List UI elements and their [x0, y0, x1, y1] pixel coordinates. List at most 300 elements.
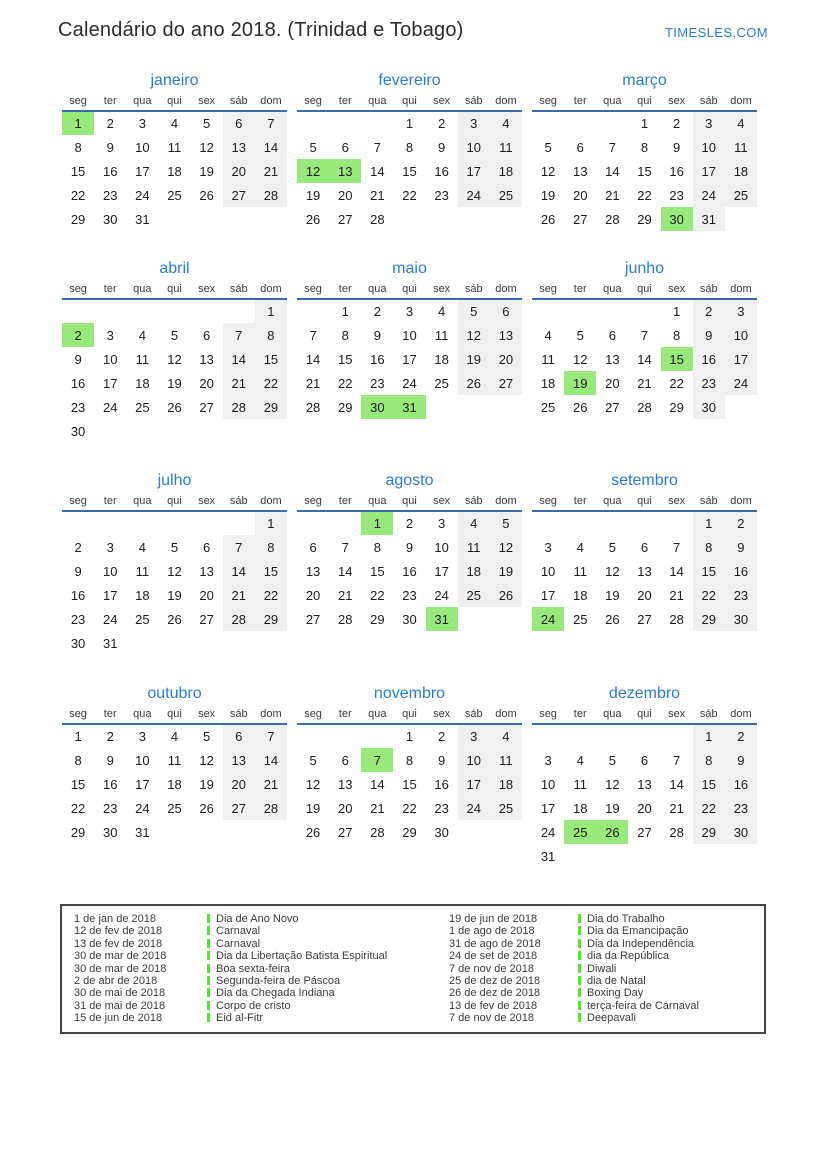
- day-cell: 3: [138, 116, 146, 131]
- day-cell: 26: [490, 583, 522, 607]
- day-cell: 31: [393, 395, 425, 419]
- empty-cell: [94, 299, 126, 323]
- weekday-label: sáb: [693, 495, 725, 511]
- day-cell: 12: [572, 351, 588, 367]
- weekday-label: seg: [532, 708, 564, 724]
- empty-cell: [693, 844, 725, 868]
- legend-date: 12 de fev de 2018: [74, 925, 163, 938]
- weekday-label: qui: [393, 95, 425, 111]
- legend-date: 7 de nov de 2018: [449, 962, 535, 975]
- empty-cell: [223, 511, 255, 535]
- day-cell: 2: [438, 116, 446, 131]
- day-cell: 19: [167, 587, 182, 603]
- day-cell: 15: [370, 563, 385, 579]
- weekday-label: sex: [426, 708, 458, 724]
- day-cell: 10: [693, 135, 725, 159]
- day-cell: 16: [102, 776, 118, 792]
- month-table: [532, 495, 757, 631]
- day-cell: 17: [135, 776, 150, 792]
- empty-cell: [596, 299, 628, 323]
- empty-cell: [158, 419, 190, 443]
- day-cell: 28: [255, 183, 287, 207]
- weekday-label: qui: [158, 708, 190, 724]
- day-cell: 25: [564, 820, 596, 844]
- day-cell: 12: [305, 776, 321, 792]
- day-cell: 13: [490, 323, 522, 347]
- day-cell: 21: [337, 587, 353, 603]
- day-cell: 3: [458, 724, 490, 748]
- day-cell: 24: [458, 183, 490, 207]
- legend-date: 30 de mar de 2018: [74, 950, 167, 963]
- empty-cell: [223, 299, 255, 323]
- empty-cell: [490, 395, 522, 419]
- legend-holiday: [578, 950, 764, 962]
- empty-cell: [158, 820, 190, 844]
- day-cell: 1: [640, 116, 649, 131]
- day-cell: 4: [490, 724, 522, 748]
- day-cell: 26: [199, 800, 214, 816]
- day-cell: 2: [74, 539, 82, 555]
- weekday-label: ter: [94, 283, 126, 299]
- day-cell: 12: [167, 563, 182, 579]
- day-cell: 11: [573, 563, 587, 579]
- month-title: novembro: [373, 685, 446, 702]
- day-cell: 5: [608, 539, 616, 555]
- day-cell: 8: [693, 535, 725, 559]
- weekday-label: qui: [628, 95, 660, 111]
- empty-cell: [329, 724, 361, 748]
- weekday-label: seg: [532, 283, 564, 299]
- day-cell: 5: [576, 327, 584, 343]
- month-table: [297, 95, 522, 231]
- day-cell: 10: [402, 327, 417, 343]
- day-cell: 16: [402, 563, 417, 579]
- day-cell: 11: [135, 563, 150, 579]
- weekday-label: sáb: [458, 283, 490, 299]
- legend-date: 13 de fev de 2018: [449, 999, 538, 1012]
- day-cell: 22: [70, 800, 86, 816]
- day-cell: 27: [337, 211, 353, 227]
- weekday-label: sáb: [458, 708, 490, 724]
- weekday-label: ter: [94, 708, 126, 724]
- day-cell: 11: [725, 135, 757, 159]
- day-cell: 4: [170, 729, 179, 744]
- month-title: setembro: [611, 472, 678, 489]
- day-cell: 13: [199, 351, 214, 367]
- day-cell: 1: [255, 299, 287, 323]
- day-cell: 26: [305, 211, 321, 227]
- day-cell: 19: [605, 587, 620, 603]
- empty-cell: [596, 111, 628, 135]
- day-cell: 10: [434, 539, 449, 555]
- legend-holiday: [578, 1000, 764, 1012]
- holiday-tick-icon: [207, 914, 210, 923]
- day-cell: 30: [725, 607, 757, 631]
- weekday-label: qua: [126, 283, 158, 299]
- day-cell: 13: [223, 748, 255, 772]
- day-cell: 8: [341, 327, 349, 343]
- weekday-label: qua: [126, 95, 158, 111]
- day-cell: 11: [167, 752, 182, 768]
- legend-date: 15 de jun de 2018: [74, 1012, 163, 1025]
- empty-cell: [223, 419, 255, 443]
- day-cell: 19: [167, 375, 182, 391]
- day-cell: 3: [544, 539, 552, 555]
- day-cell: 3: [106, 327, 114, 343]
- day-cell: 1: [693, 511, 725, 535]
- weekday-label: qui: [158, 495, 190, 511]
- empty-cell: [158, 511, 190, 535]
- legend-holiday-name: Boxing Day: [587, 987, 644, 1000]
- day-cell: 28: [370, 824, 385, 840]
- weekday-label: sex: [661, 95, 693, 111]
- day-cell: 24: [135, 800, 150, 816]
- legend-holiday-name: Dia da Independência: [587, 937, 695, 950]
- weekday-label: dom: [490, 95, 522, 111]
- month-table: [532, 283, 757, 419]
- day-cell: 2: [62, 323, 94, 347]
- empty-cell: [393, 207, 425, 231]
- weekday-label: seg: [62, 95, 94, 111]
- day-cell: 17: [725, 347, 757, 371]
- day-cell: 5: [458, 299, 490, 323]
- empty-cell: [94, 419, 126, 443]
- day-cell: 28: [223, 607, 255, 631]
- day-cell: 28: [605, 211, 620, 227]
- day-cell: 22: [402, 187, 417, 203]
- empty-cell: [158, 631, 190, 655]
- weekday-label: ter: [564, 495, 596, 511]
- day-cell: 27: [305, 611, 321, 627]
- day-cell: 19: [305, 800, 321, 816]
- day-cell: 25: [490, 796, 522, 820]
- legend-date: 24 de set de 2018: [449, 950, 538, 963]
- day-cell: 22: [637, 187, 652, 203]
- month-outubro: [62, 684, 287, 884]
- weekday-label: seg: [62, 708, 94, 724]
- day-cell: 16: [725, 772, 757, 796]
- day-cell: 13: [329, 159, 361, 183]
- day-cell: 4: [138, 539, 146, 555]
- day-cell: 18: [458, 559, 490, 583]
- legend-date: 25 de dez de 2018: [449, 975, 541, 988]
- page-title: Calendário do ano 2018. (Trinidad e Tobago): [58, 19, 464, 41]
- day-cell: 24: [135, 187, 150, 203]
- empty-cell: [596, 724, 628, 748]
- weekday-label: sáb: [223, 95, 255, 111]
- day-cell: 26: [572, 399, 588, 415]
- day-cell: 24: [102, 399, 118, 415]
- empty-cell: [297, 724, 329, 748]
- holiday-tick-icon: [578, 964, 581, 973]
- day-cell: 23: [102, 187, 118, 203]
- legend-holiday-name: Boa sexta-feira: [216, 962, 290, 975]
- holiday-tick-icon: [207, 1013, 210, 1022]
- day-cell: 15: [402, 776, 417, 792]
- day-cell: 2: [106, 729, 114, 744]
- day-cell: 28: [370, 211, 385, 227]
- weekday-label: sex: [191, 95, 223, 111]
- day-cell: 26: [605, 611, 620, 627]
- day-cell: 8: [693, 748, 725, 772]
- empty-cell: [490, 607, 522, 631]
- day-cell: 14: [637, 351, 652, 367]
- holiday-tick-icon: [578, 1013, 581, 1022]
- empty-cell: [725, 207, 757, 231]
- legend-holiday: [578, 938, 764, 950]
- legend-date: 1 de ago de 2018: [449, 925, 535, 938]
- weekday-label: ter: [564, 708, 596, 724]
- legend-holiday-name: Dia da Libertação Batista Espiritual: [216, 950, 388, 963]
- day-cell: 23: [669, 187, 684, 203]
- weekday-label: sáb: [458, 95, 490, 111]
- day-cell: 13: [337, 776, 353, 792]
- day-cell: 18: [490, 159, 522, 183]
- day-cell: 18: [572, 587, 588, 603]
- day-cell: 9: [438, 752, 446, 768]
- legend-date: 1 de jan de 2018: [74, 913, 156, 925]
- day-cell: 2: [438, 729, 446, 744]
- day-cell: 17: [693, 159, 725, 183]
- day-cell: 5: [203, 729, 211, 744]
- day-cell: 26: [305, 824, 321, 840]
- empty-cell: [661, 724, 693, 748]
- day-cell: 21: [370, 187, 385, 203]
- empty-cell: [191, 419, 223, 443]
- empty-cell: [223, 820, 255, 844]
- empty-cell: [126, 299, 158, 323]
- weekday-label: sáb: [223, 495, 255, 511]
- day-cell: 28: [669, 611, 684, 627]
- day-cell: 23: [725, 796, 757, 820]
- month-dezembro: [532, 684, 757, 884]
- empty-cell: [564, 844, 596, 868]
- day-cell: 14: [370, 776, 385, 792]
- legend-holiday: [578, 975, 764, 987]
- day-cell: 12: [199, 139, 214, 155]
- month-table: [297, 495, 522, 631]
- day-cell: 27: [605, 399, 620, 415]
- legend-date: 31 de ago de 2018: [449, 937, 541, 950]
- legend-holiday-name: Carnaval: [216, 925, 261, 938]
- day-cell: 6: [309, 539, 317, 555]
- weekday-label: sex: [191, 495, 223, 511]
- empty-cell: [126, 631, 158, 655]
- day-cell: 19: [458, 347, 490, 371]
- day-cell: 7: [341, 539, 349, 555]
- day-cell: 28: [223, 395, 255, 419]
- day-cell: 26: [596, 820, 628, 844]
- day-cell: 16: [434, 776, 449, 792]
- day-cell: 21: [370, 800, 385, 816]
- day-cell: 12: [605, 776, 620, 792]
- day-cell: 20: [305, 587, 321, 603]
- day-cell: 19: [305, 187, 321, 203]
- day-cell: 17: [540, 800, 556, 816]
- weekday-label: qui: [158, 283, 190, 299]
- weekday-label: dom: [255, 95, 287, 111]
- day-cell: 12: [540, 163, 556, 179]
- day-cell: 24: [693, 183, 725, 207]
- month-title: março: [622, 72, 667, 89]
- empty-cell: [126, 419, 158, 443]
- day-cell: 8: [373, 539, 381, 555]
- day-cell: 20: [572, 187, 588, 203]
- day-cell: 6: [608, 327, 616, 343]
- empty-cell: [532, 724, 564, 748]
- weekday-label: dom: [255, 283, 287, 299]
- day-cell: 22: [70, 187, 86, 203]
- day-cell: 29: [70, 211, 86, 227]
- empty-cell: [661, 844, 693, 868]
- day-cell: 22: [402, 800, 417, 816]
- holiday-tick-icon: [207, 1001, 210, 1010]
- month-novembro: [297, 684, 522, 884]
- empty-cell: [596, 511, 628, 535]
- day-cell: 4: [725, 111, 757, 135]
- weekday-label: ter: [329, 495, 361, 511]
- day-cell: 19: [199, 776, 214, 792]
- day-cell: 9: [725, 535, 757, 559]
- empty-cell: [532, 511, 564, 535]
- empty-cell: [426, 207, 458, 231]
- day-cell: 6: [341, 752, 349, 768]
- empty-cell: [532, 299, 564, 323]
- weekday-label: seg: [297, 708, 329, 724]
- day-cell: 27: [223, 796, 255, 820]
- day-cell: 21: [669, 587, 684, 603]
- weekday-label: dom: [490, 495, 522, 511]
- day-cell: 23: [434, 187, 449, 203]
- day-cell: 9: [74, 351, 82, 367]
- day-cell: 29: [370, 611, 385, 627]
- legend-holiday: [578, 987, 764, 999]
- legend-holiday: [578, 1012, 764, 1024]
- day-cell: 29: [693, 607, 725, 631]
- month-setembro: [532, 471, 757, 684]
- day-cell: 18: [725, 159, 757, 183]
- day-cell: 15: [70, 163, 86, 179]
- day-cell: 15: [637, 163, 652, 179]
- day-cell: 17: [540, 587, 556, 603]
- month-title: agosto: [385, 472, 434, 489]
- day-cell: 11: [167, 139, 182, 155]
- day-cell: 26: [540, 211, 556, 227]
- day-cell: 15: [661, 347, 693, 371]
- day-cell: 21: [223, 583, 255, 607]
- day-cell: 6: [490, 299, 522, 323]
- day-cell: 8: [405, 139, 414, 155]
- day-cell: 11: [573, 776, 587, 792]
- day-cell: 30: [70, 635, 86, 651]
- site-link[interactable]: TIMESLES.COM: [664, 25, 768, 40]
- day-cell: 29: [255, 607, 287, 631]
- legend-holiday-name: Deepavali: [587, 1012, 636, 1025]
- day-cell: 6: [223, 111, 255, 135]
- day-cell: 7: [373, 139, 381, 155]
- day-cell: 5: [309, 752, 317, 768]
- day-cell: 3: [544, 752, 552, 768]
- day-cell: 16: [725, 559, 757, 583]
- empty-cell: [564, 724, 596, 748]
- day-cell: 1: [405, 729, 414, 744]
- day-cell: 12: [199, 752, 214, 768]
- day-cell: 8: [673, 327, 681, 343]
- day-cell: 17: [402, 351, 417, 367]
- day-cell: 24: [540, 824, 556, 840]
- day-cell: 5: [544, 139, 552, 155]
- day-cell: 1: [405, 116, 414, 131]
- weekday-label: qui: [393, 495, 425, 511]
- weekday-label: qua: [361, 283, 393, 299]
- day-cell: 26: [167, 611, 182, 627]
- empty-cell: [458, 607, 490, 631]
- day-cell: 2: [693, 299, 725, 323]
- day-cell: 19: [564, 371, 596, 395]
- day-cell: 15: [693, 772, 725, 796]
- holiday-tick-icon: [578, 976, 581, 985]
- day-cell: 24: [402, 375, 417, 391]
- day-cell: 14: [669, 776, 684, 792]
- legend-holiday-name: Diwali: [587, 962, 617, 975]
- legend-date: 31 de mai de 2018: [74, 999, 166, 1012]
- month-table: [532, 708, 757, 868]
- empty-cell: [564, 511, 596, 535]
- day-cell: 19: [490, 559, 522, 583]
- day-cell: 30: [693, 395, 725, 419]
- legend-holiday-name: Segunda-feira de Páscoa: [216, 975, 341, 988]
- empty-cell: [532, 111, 564, 135]
- day-cell: 7: [640, 327, 649, 343]
- legend-date: 13 de fev de 2018: [74, 937, 163, 950]
- legend-holiday: [207, 1012, 437, 1024]
- day-cell: 25: [167, 800, 182, 816]
- empty-cell: [458, 207, 490, 231]
- legend-date: 30 de mai de 2018: [74, 987, 166, 1000]
- day-cell: 30: [402, 611, 417, 627]
- month-janeiro: [62, 71, 287, 259]
- legend-holiday-name: Dia de Ano Novo: [216, 913, 299, 925]
- day-cell: 29: [337, 399, 353, 415]
- empty-cell: [361, 111, 393, 135]
- day-cell: 29: [402, 824, 417, 840]
- empty-cell: [158, 207, 190, 231]
- day-cell: 16: [669, 163, 684, 179]
- day-cell: 4: [576, 752, 584, 768]
- day-cell: 9: [438, 139, 446, 155]
- day-cell: 13: [605, 351, 620, 367]
- day-cell: 25: [167, 187, 182, 203]
- day-cell: 17: [102, 587, 118, 603]
- day-cell: 29: [255, 395, 287, 419]
- day-cell: 15: [693, 559, 725, 583]
- empty-cell: [255, 207, 287, 231]
- day-cell: 14: [223, 559, 255, 583]
- weekday-label: seg: [297, 495, 329, 511]
- day-cell: 14: [255, 748, 287, 772]
- day-cell: 30: [70, 423, 86, 439]
- empty-cell: [628, 724, 660, 748]
- empty-cell: [628, 511, 660, 535]
- weekday-label: seg: [62, 495, 94, 511]
- day-cell: 10: [102, 351, 118, 367]
- day-cell: 25: [572, 611, 588, 627]
- day-cell: 11: [434, 327, 449, 343]
- day-cell: 5: [309, 139, 317, 155]
- day-cell: 6: [223, 724, 255, 748]
- day-cell: 3: [438, 516, 446, 531]
- empty-cell: [361, 724, 393, 748]
